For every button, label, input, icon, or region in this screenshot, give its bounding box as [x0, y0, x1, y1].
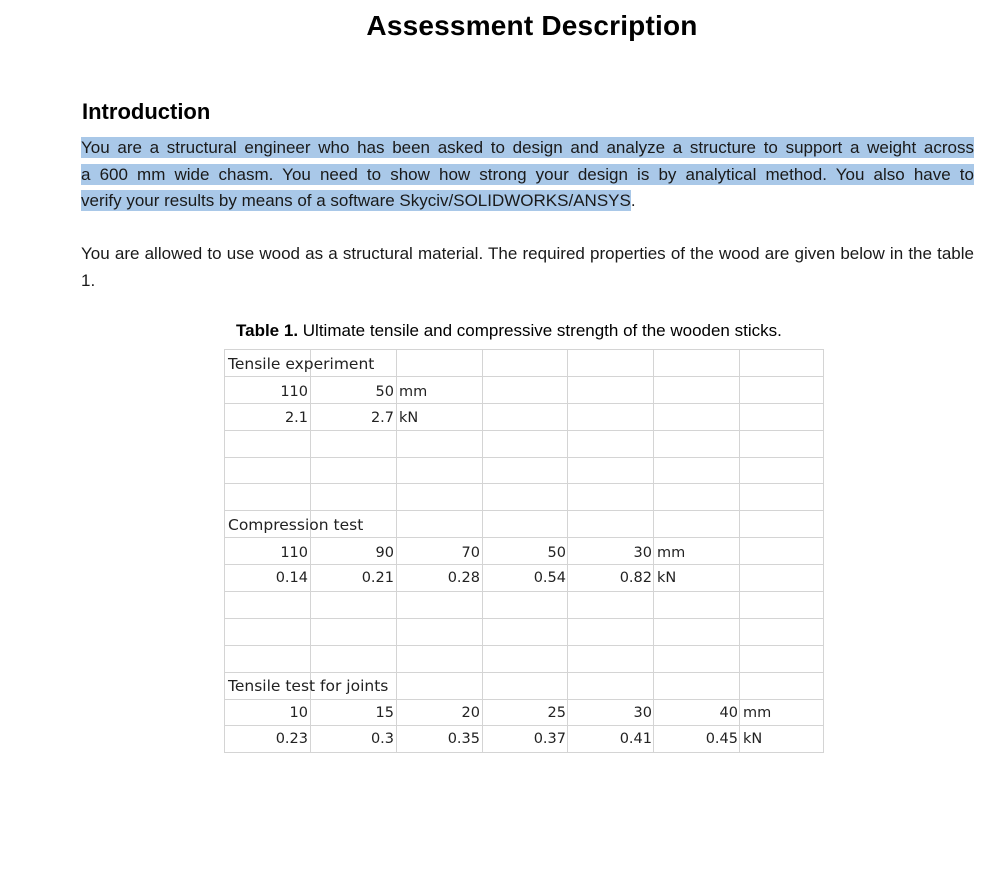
grid-cell [654, 376, 740, 403]
table-cell: 0.28 [447, 570, 480, 586]
compression-label: Compression test [228, 516, 364, 534]
grid-cell [654, 592, 740, 619]
grid-cell [396, 457, 482, 484]
grid-cell [568, 484, 654, 511]
grid-cell [482, 484, 568, 511]
unit-cell: mm [399, 384, 428, 400]
table-cell: 0.14 [275, 570, 308, 586]
grid-cell [482, 618, 568, 645]
grid-row [225, 484, 824, 511]
grid-cell [396, 645, 482, 672]
grid-cell [396, 672, 482, 699]
grid-cell [654, 430, 740, 457]
grid-cell [482, 511, 568, 538]
table-cell: 0.3 [370, 731, 394, 747]
grid-cell [568, 672, 654, 699]
table-cell: 0.23 [275, 731, 308, 747]
grid-cell [740, 645, 824, 672]
table-cell: 0.37 [533, 731, 566, 747]
grid-cell [396, 511, 482, 538]
grid-cell [396, 484, 482, 511]
table-cell: 10 [289, 705, 308, 721]
grid-cell [654, 457, 740, 484]
grid-cell [482, 430, 568, 457]
grid-cell [654, 511, 740, 538]
intro-period: . [630, 191, 636, 210]
table-cell: 2.1 [284, 410, 308, 426]
grid-cell [740, 618, 824, 645]
grid-cell [740, 376, 824, 403]
table-cell: 0.54 [533, 570, 566, 586]
grid-cell [225, 645, 311, 672]
grid-cell [310, 645, 396, 672]
unit-cell: mm [657, 545, 686, 561]
grid-cell [310, 484, 396, 511]
unit-cell: mm [743, 705, 772, 721]
table-cell: 110 [280, 545, 308, 561]
grid-cell [740, 672, 824, 699]
table-cell: 0.82 [619, 570, 652, 586]
table-cell: 30 [633, 705, 652, 721]
grid-cell [482, 350, 568, 377]
table-cell: 15 [375, 705, 394, 721]
table-cell: 110 [280, 384, 308, 400]
grid-cell [310, 457, 396, 484]
grid-cell [396, 350, 482, 377]
grid-cell [568, 592, 654, 619]
grid-cell [225, 592, 311, 619]
table-cell: 50 [547, 545, 566, 561]
grid-cell [482, 592, 568, 619]
intro-line: a 600 mm wide chasm. You need to show how strong your design is by analytical method. You also have to [81, 164, 974, 184]
table-cell: 25 [547, 705, 566, 721]
grid-cell [568, 618, 654, 645]
grid-row [225, 645, 824, 672]
table-cell: 30 [633, 545, 652, 561]
intro-line: verify your results by means of a software Skyciv/SOLIDWORKS/ANSYS [81, 191, 631, 210]
grid-cell [482, 645, 568, 672]
grid-cell [396, 592, 482, 619]
grid-cell [654, 484, 740, 511]
table-cell: 70 [461, 545, 480, 561]
grid-row [225, 457, 824, 484]
grid-cell [310, 618, 396, 645]
grid-cell [740, 350, 824, 377]
grid-cell [568, 457, 654, 484]
grid-cell [568, 350, 654, 377]
table-cell: 40 [719, 705, 738, 721]
spreadsheet-table [224, 349, 824, 753]
table-cell: 0.45 [705, 731, 738, 747]
unit-cell: kN [743, 731, 763, 747]
grid-cell [482, 403, 568, 430]
grid-cell [568, 376, 654, 403]
table-cell: 2.7 [370, 410, 394, 426]
section-heading: Introduction [82, 99, 211, 124]
grid-cell [654, 645, 740, 672]
grid-cell [740, 565, 824, 592]
grid-cell [740, 511, 824, 538]
intro-line: You are a structural engineer who has been asked to design and analyze a structure to support a weight across [81, 138, 974, 157]
grid-row [225, 618, 824, 645]
table-caption [236, 321, 782, 341]
page-title: Assessment Description [366, 10, 698, 41]
grid-cell [568, 403, 654, 430]
grid-cell [740, 430, 824, 457]
joints-label: Tensile test for joints [228, 677, 389, 695]
grid-cell [654, 672, 740, 699]
grid-cell [654, 350, 740, 377]
grid-cell [396, 430, 482, 457]
unit-cell: kN [399, 410, 419, 426]
body-paragraph: You are allowed to use wood as a structural material. The required properties of the wood are given below in the table 1. [81, 244, 974, 290]
grid-row [225, 592, 824, 619]
grid-cell [568, 430, 654, 457]
grid-cell [225, 618, 311, 645]
grid-cell [225, 457, 311, 484]
grid-cell [654, 618, 740, 645]
caption-text: Ultimate tensile and compressive strength of the wooden sticks. [298, 321, 782, 340]
grid-cell [568, 645, 654, 672]
grid-cell [568, 511, 654, 538]
grid-cell [225, 430, 311, 457]
table-cell: 20 [461, 705, 480, 721]
grid-cell [740, 403, 824, 430]
grid-row [225, 430, 824, 457]
table-cell: 90 [375, 545, 394, 561]
grid-cell [740, 484, 824, 511]
grid-cell [740, 592, 824, 619]
grid-cell [740, 538, 824, 565]
grid-cell [310, 592, 396, 619]
caption-label: Table 1. [236, 321, 299, 340]
table-cell: 0.21 [361, 570, 394, 586]
grid-cell [482, 376, 568, 403]
grid-cell [740, 457, 824, 484]
unit-cell: kN [657, 570, 677, 586]
table-cell: 0.35 [447, 731, 480, 747]
tensile-label: Tensile experiment [228, 355, 375, 373]
grid-cell [654, 403, 740, 430]
grid-cell [482, 457, 568, 484]
intro-paragraph [81, 135, 974, 215]
grid-cell [225, 484, 311, 511]
table-cell: 0.41 [619, 731, 652, 747]
grid-cell [396, 618, 482, 645]
grid-cell [310, 430, 396, 457]
grid-cell [482, 672, 568, 699]
table-cell: 50 [375, 384, 394, 400]
